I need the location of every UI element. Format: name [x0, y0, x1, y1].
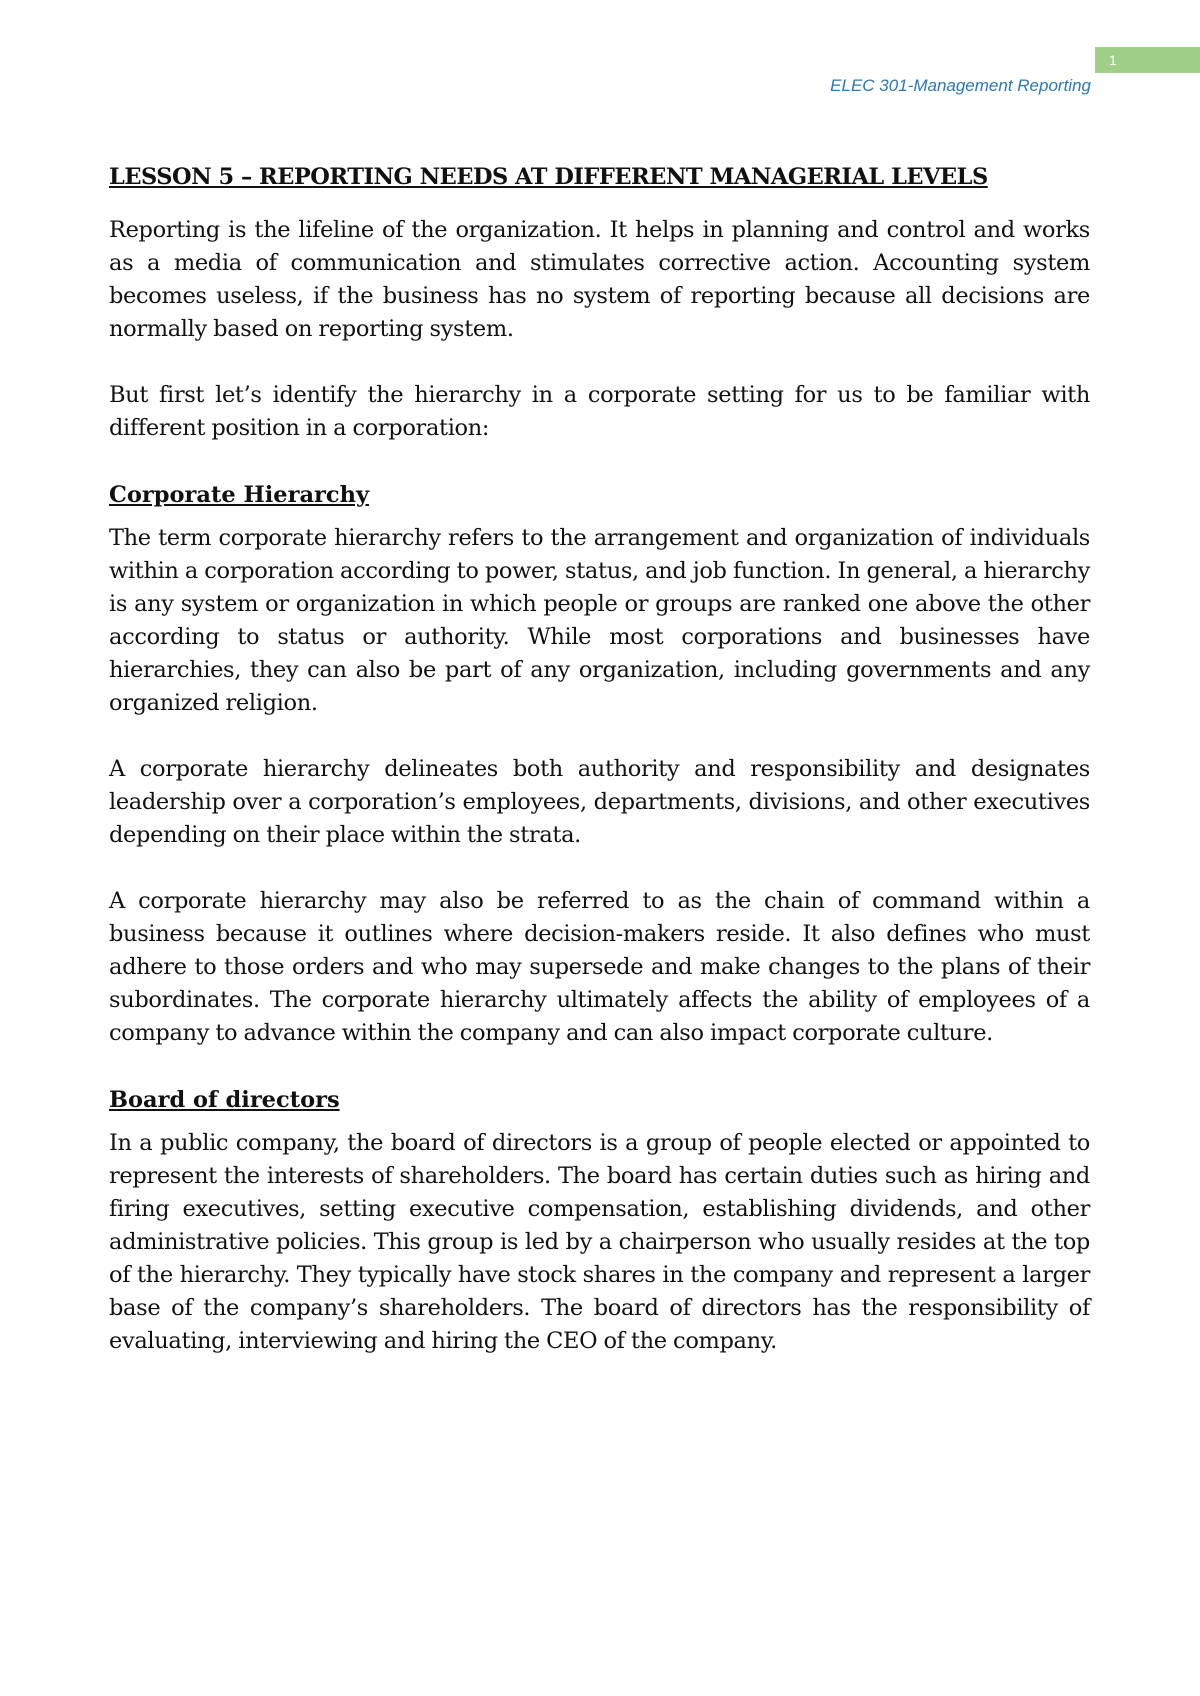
document-body [109, 160, 1090, 1358]
page-number: 1 [1095, 47, 1200, 73]
corporate-hierarchy-paragraph-2: A corporate hierarchy delineates both authority and responsibility and designates leadership over a corporation’s employees, departments, divisions, and other executives depending on their place within the strata. [109, 756, 1090, 848]
intro-paragraph-2: But first let’s identify the hierarchy in a corporate setting for us to be familiar with different position in a corporation: [109, 382, 1090, 441]
intro-paragraph-1: Reporting is the lifeline of the organization. It helps in planning and control and works as a media of communication and stimulates corrective action. Accounting system becomes useless, if the business has no system of reporting because all decisions are normally based on reporting system. [109, 217, 1090, 342]
corporate-hierarchy-paragraph-3: A corporate hierarchy may also be referred to as the chain of command within a business because it outlines where decision-makers reside. It also defines who must adhere to those orders and who may supersede and make changes to the plans of their subordinates. The corporate hierarchy ultimately affects the ability of employees of a company to advance within the company and can also impact corporate culture. [109, 888, 1090, 1046]
lesson-title: LESSON 5 – REPORTING NEEDS AT DIFFERENT MANAGERIAL LEVELS [109, 164, 988, 190]
running-header: ELEC 301-Management Reporting [830, 76, 1091, 95]
section-heading-corporate-hierarchy: Corporate Hierarchy [109, 482, 370, 508]
section-heading-board-of-directors: Board of directors [109, 1087, 340, 1113]
board-of-directors-paragraph-1: In a public company, the board of directors is a group of people elected or appointed to represent the interests of shareholders. The board has certain duties such as hiring and firing executives, setting executive compensation, establishing dividends, and other administrative policies. This group is led by a chairperson who usually resides at the top of the hierarchy. They typically have stock shares in the company and represent a larger base of the company’s shareholders. The board of directors has the responsibility of evaluating, interviewing and hiring the CEO of the company. [109, 1130, 1090, 1354]
corporate-hierarchy-paragraph-1: The term corporate hierarchy refers to the arrangement and organization of individuals within a corporation according to power, status, and job function. In general, a hierarchy is any system or organization in which people or groups are ranked one above the other according to status or authority. While most corporations and businesses have hierarchies, they can also be part of any organization, including governments and any organized religion. [109, 525, 1090, 716]
